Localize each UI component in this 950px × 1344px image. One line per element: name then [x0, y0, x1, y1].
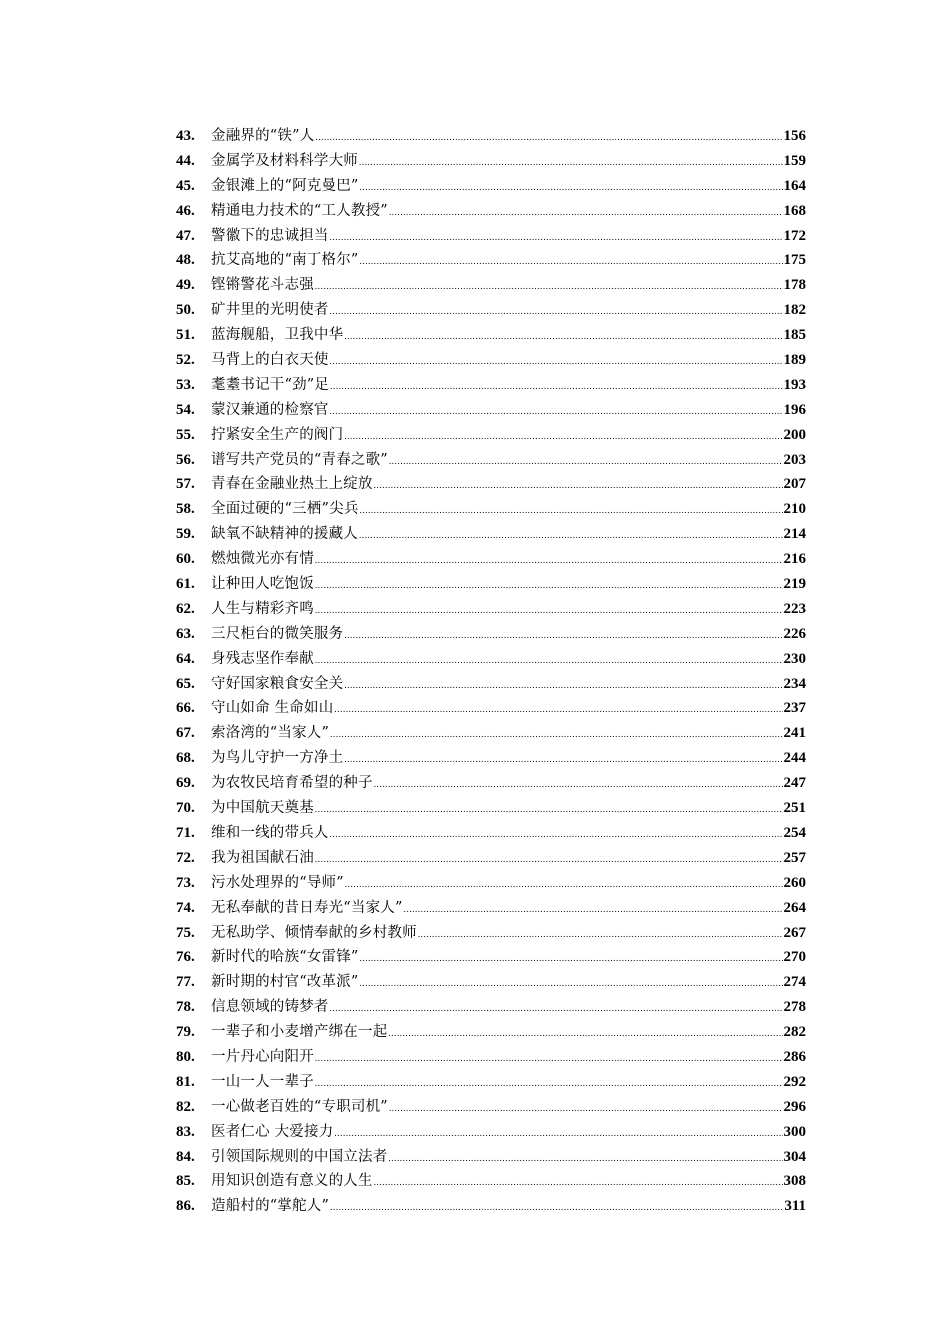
toc-entry-page-number[interactable]: 193	[783, 376, 806, 393]
toc-entry-title[interactable]: 新时代的哈族“女雷锋”	[211, 949, 359, 966]
toc-entry-title[interactable]: 一心做老百姓的“专职司机”	[211, 1098, 388, 1115]
toc-entry-page-number[interactable]: 292	[783, 1073, 806, 1090]
toc-entry-title[interactable]: 为农牧民培育希望的种子	[211, 775, 373, 792]
toc-entry-number: 76.	[176, 949, 195, 966]
toc-dot-leader	[315, 1046, 783, 1071]
toc-entry-title[interactable]: 缺氧不缺精神的援藏人	[211, 526, 358, 543]
toc-entry-title[interactable]: 无私助学、倾情奉献的乡村教师	[211, 924, 417, 941]
toc-dot-leader	[389, 1096, 783, 1121]
toc-entry[interactable]	[176, 721, 806, 746]
toc-entry-number: 69.	[176, 775, 195, 792]
toc-entry-page-number[interactable]: 296	[783, 1098, 806, 1115]
toc-entry[interactable]	[176, 124, 806, 149]
toc-entry[interactable]	[176, 547, 806, 572]
toc-entry-number: 62.	[176, 600, 195, 617]
toc-dot-leader	[330, 299, 783, 324]
toc-entry[interactable]	[176, 298, 806, 323]
toc-entry-title[interactable]: 守好国家粮食安全关	[211, 675, 344, 692]
toc-entry[interactable]	[176, 174, 806, 199]
toc-entry-page-number[interactable]: 267	[783, 924, 806, 941]
toc-entry-number: 80.	[176, 1048, 195, 1065]
toc-entry-page-number[interactable]: 300	[783, 1123, 806, 1140]
toc-entry-title[interactable]: 精通电力技术的“工人教授”	[211, 202, 388, 219]
toc-entry-number: 48.	[176, 252, 195, 269]
toc-entry-title[interactable]: 索洛湾的“当家人”	[211, 725, 330, 742]
toc-entry-page-number[interactable]: 175	[783, 252, 806, 269]
toc-entry-number: 50.	[176, 302, 195, 319]
toc-entry-number: 85.	[176, 1173, 195, 1190]
toc-entry-number: 46.	[176, 202, 195, 219]
toc-entry-number: 54.	[176, 401, 195, 418]
toc-entry-title[interactable]: 全面过硬的“三栖”尖兵	[211, 501, 359, 518]
toc-entry-page-number[interactable]: 234	[783, 675, 806, 692]
toc-entry-page-number[interactable]: 270	[783, 949, 806, 966]
toc-entry-number: 43.	[176, 128, 195, 144]
toc-entry-title[interactable]: 无私奉献的昔日寿光“当家人”	[211, 899, 403, 916]
toc-entry[interactable]	[176, 647, 806, 672]
toc-entry[interactable]	[176, 771, 806, 796]
toc-entry-number: 59.	[176, 526, 195, 543]
toc-dot-leader	[330, 349, 783, 374]
toc-entry[interactable]	[176, 622, 806, 647]
toc-entry-number: 47.	[176, 227, 195, 244]
toc-entry-number: 82.	[176, 1098, 195, 1115]
toc-entry-number: 52.	[176, 352, 195, 369]
toc-entry[interactable]	[176, 497, 806, 522]
toc-entry-title[interactable]: 新时期的村官“改革派”	[211, 974, 359, 991]
toc-dot-leader	[374, 772, 783, 797]
toc-entry-page-number[interactable]: 244	[783, 750, 806, 767]
toc-entry[interactable]	[176, 696, 806, 721]
toc-entry-number: 60.	[176, 551, 195, 568]
toc-dot-leader	[334, 697, 782, 722]
toc-entry-page-number[interactable]: 230	[783, 650, 806, 667]
toc-entry-page-number[interactable]: 278	[783, 999, 806, 1016]
table-of-contents	[176, 124, 806, 1219]
toc-entry[interactable]	[176, 448, 806, 473]
toc-dot-leader	[330, 722, 782, 747]
toc-entry-page-number[interactable]: 210	[783, 501, 806, 518]
toc-entry[interactable]	[176, 796, 806, 821]
toc-entry-page-number[interactable]: 308	[783, 1173, 806, 1190]
toc-entry-page-number[interactable]: 172	[783, 227, 806, 244]
toc-entry[interactable]	[176, 472, 806, 497]
toc-entry-title[interactable]: 一片丹心向阳开	[211, 1048, 314, 1065]
toc-entry[interactable]	[176, 921, 806, 946]
toc-entry-page-number[interactable]: 241	[783, 725, 806, 742]
toc-entry[interactable]	[176, 995, 806, 1020]
toc-dot-leader	[374, 1170, 783, 1195]
toc-dot-leader	[344, 424, 782, 449]
toc-entry[interactable]	[176, 871, 806, 896]
toc-dot-leader	[315, 573, 783, 598]
toc-dot-leader	[360, 971, 783, 996]
toc-entry[interactable]	[176, 149, 806, 174]
toc-entry-page-number[interactable]: 203	[783, 451, 806, 468]
toc-entry-number: 81.	[176, 1073, 195, 1090]
toc-entry[interactable]	[176, 1145, 806, 1170]
toc-entry[interactable]	[176, 970, 806, 995]
toc-entry[interactable]	[176, 1194, 806, 1219]
toc-entry[interactable]	[176, 597, 806, 622]
toc-entry-page-number[interactable]: 200	[783, 426, 806, 443]
toc-dot-leader	[389, 449, 783, 474]
toc-entry-title[interactable]: 铿锵警花斗志强	[211, 277, 314, 294]
toc-entry[interactable]	[176, 522, 806, 547]
toc-dot-leader	[404, 897, 783, 922]
toc-entry-page-number[interactable]: 260	[783, 874, 806, 891]
toc-entry-number: 45.	[176, 177, 195, 194]
toc-entry-number: 67.	[176, 725, 195, 742]
toc-entry-number: 44.	[176, 152, 195, 169]
toc-entry-number: 77.	[176, 974, 195, 991]
toc-entry-page-number[interactable]: 226	[783, 625, 806, 642]
toc-dot-leader	[360, 946, 783, 971]
toc-entry-number: 78.	[176, 999, 195, 1016]
toc-entry-number: 86.	[176, 1198, 195, 1215]
toc-dot-leader	[330, 996, 783, 1021]
toc-entry-page-number[interactable]: 168	[783, 202, 806, 219]
toc-entry-number: 64.	[176, 650, 195, 667]
toc-entry-title[interactable]: 用知识创造有意义的人生	[211, 1173, 373, 1190]
toc-dot-leader	[315, 847, 783, 872]
toc-dot-leader	[344, 673, 782, 698]
toc-entry-title[interactable]: 燃烛微光亦有情	[211, 551, 314, 568]
toc-dot-leader	[315, 598, 783, 623]
toc-entry[interactable]	[176, 821, 806, 846]
toc-entry-title[interactable]: 为中国航天奠基	[211, 800, 314, 817]
toc-dot-leader	[360, 498, 783, 523]
toc-entry-number: 66.	[176, 700, 195, 717]
toc-dot-leader	[315, 1071, 783, 1096]
toc-entry-page-number[interactable]: 223	[783, 600, 806, 617]
toc-entry[interactable]	[176, 896, 806, 921]
toc-entry[interactable]	[176, 199, 806, 224]
toc-dot-leader	[344, 324, 782, 349]
toc-entry-number: 53.	[176, 376, 195, 393]
toc-entry-title[interactable]: 造船村的“掌舵人”	[211, 1198, 330, 1215]
toc-entry-number: 72.	[176, 849, 195, 866]
toc-dot-leader	[315, 797, 783, 822]
toc-entry-number: 58.	[176, 501, 195, 518]
toc-entry-page-number[interactable]: 311	[784, 1198, 806, 1215]
toc-entry[interactable]	[176, 273, 806, 298]
toc-entry-page-number[interactable]: 304	[783, 1148, 806, 1165]
toc-dot-leader	[388, 1146, 782, 1171]
toc-entry-page-number[interactable]: 251	[783, 800, 806, 817]
toc-dot-leader	[330, 399, 783, 424]
toc-entry-number: 70.	[176, 800, 195, 817]
toc-dot-leader	[315, 548, 783, 573]
toc-dot-leader	[359, 523, 783, 548]
toc-entry-page-number[interactable]: 257	[783, 849, 806, 866]
toc-entry-title[interactable]: 人生与精彩齐鸣	[211, 600, 314, 617]
toc-entry-title[interactable]: 我为祖国献石油	[211, 849, 314, 866]
toc-entry-title[interactable]: 引领国际规则的中国立法者	[211, 1148, 388, 1165]
toc-dot-leader	[374, 473, 783, 498]
toc-entry-title[interactable]: 拧紧安全生产的阀门	[211, 426, 344, 443]
toc-entry-title[interactable]: 抗艾高地的“南丁格尔”	[211, 252, 359, 269]
toc-entry[interactable]	[176, 398, 806, 423]
toc-entry-title[interactable]: 蒙汉兼通的检察官	[211, 401, 329, 418]
toc-entry-title[interactable]: 金属学及材料科学大师	[211, 152, 358, 169]
toc-entry[interactable]	[176, 423, 806, 448]
toc-dot-leader	[330, 225, 783, 250]
toc-dot-leader	[334, 1121, 782, 1146]
toc-entry-title[interactable]: 三尺柜台的微笑服务	[211, 625, 344, 642]
toc-entry-number: 55.	[176, 426, 195, 443]
toc-entry-page-number[interactable]: 182	[783, 302, 806, 319]
toc-entry[interactable]	[176, 224, 806, 249]
toc-entry[interactable]	[176, 1070, 806, 1095]
toc-entry-page-number[interactable]: 247	[783, 775, 806, 792]
toc-entry-number: 61.	[176, 576, 195, 593]
toc-entry-page-number[interactable]: 156	[783, 128, 806, 144]
toc-dot-leader	[359, 150, 783, 175]
toc-dot-leader	[360, 249, 783, 274]
toc-entry-number: 51.	[176, 327, 195, 344]
toc-entry-number: 71.	[176, 824, 195, 841]
toc-entry-title[interactable]: 谱写共产党员的“青春之歌”	[211, 451, 388, 468]
toc-entry-number: 63.	[176, 625, 195, 642]
toc-entry-page-number[interactable]: 254	[783, 824, 806, 841]
toc-entry[interactable]	[176, 348, 806, 373]
toc-entry-title[interactable]: 身残志坚作奉献	[211, 650, 314, 667]
toc-dot-leader	[330, 1195, 783, 1220]
toc-entry[interactable]	[176, 746, 806, 771]
toc-entry[interactable]	[176, 1120, 806, 1145]
toc-entry-page-number[interactable]: 185	[783, 327, 806, 344]
toc-entry-title[interactable]: 医者仁心 大爱接力	[211, 1123, 334, 1140]
toc-entry-page-number[interactable]: 196	[783, 401, 806, 418]
toc-dot-leader	[315, 274, 783, 299]
toc-entry-number: 56.	[176, 451, 195, 468]
toc-entry-page-number[interactable]: 219	[783, 576, 806, 593]
toc-entry[interactable]	[176, 1045, 806, 1070]
toc-entry-title[interactable]: 耄耋书记干“劲”足	[211, 376, 330, 393]
toc-entry-page-number[interactable]: 207	[783, 476, 806, 493]
toc-dot-leader	[315, 125, 782, 150]
toc-dot-leader	[330, 822, 783, 847]
toc-entry-number: 84.	[176, 1148, 195, 1165]
toc-entry[interactable]	[176, 1095, 806, 1120]
toc-entry-title[interactable]: 守山如命 生命如山	[211, 700, 334, 717]
toc-entry-title[interactable]: 蓝海舰船，卫我中华	[211, 327, 344, 344]
toc-entry-number: 75.	[176, 924, 195, 941]
toc-entry-page-number[interactable]: 164	[783, 177, 806, 194]
toc-dot-leader	[315, 648, 783, 673]
toc-entry-page-number[interactable]: 159	[783, 152, 806, 169]
toc-entry-title[interactable]: 维和一线的带兵人	[211, 824, 329, 841]
toc-entry[interactable]	[176, 1020, 806, 1045]
toc-entry-page-number[interactable]: 214	[783, 526, 806, 543]
toc-entry-title[interactable]: 马背上的白衣天使	[211, 352, 329, 369]
toc-entry-title[interactable]: 一辈子和小麦增产绑在一起	[211, 1024, 388, 1041]
toc-dot-leader	[418, 922, 783, 947]
toc-entry-title[interactable]: 矿井里的光明使者	[211, 302, 329, 319]
toc-entry-number: 83.	[176, 1123, 195, 1140]
toc-entry-number: 65.	[176, 675, 195, 692]
toc-entry-number: 49.	[176, 277, 195, 294]
toc-entry-title[interactable]: 警徽下的忠诚担当	[211, 227, 329, 244]
toc-dot-leader	[388, 1021, 782, 1046]
toc-entry-number: 57.	[176, 476, 195, 493]
toc-entry[interactable]	[176, 846, 806, 871]
toc-entry-title[interactable]: 让种田人吃饱饭	[211, 576, 314, 593]
toc-dot-leader	[344, 747, 782, 772]
toc-dot-leader	[345, 872, 783, 897]
toc-entry-number: 74.	[176, 899, 195, 916]
toc-entry-page-number[interactable]: 216	[783, 551, 806, 568]
toc-entry-title[interactable]: 一山一人一辈子	[211, 1073, 314, 1090]
toc-entry-page-number[interactable]: 264	[783, 899, 806, 916]
toc-entry[interactable]	[176, 672, 806, 697]
toc-entry-page-number[interactable]: 274	[783, 974, 806, 991]
toc-entry-page-number[interactable]: 237	[783, 700, 806, 717]
toc-entry-title[interactable]: 金融界的“铁”人	[211, 128, 315, 144]
toc-entry[interactable]	[176, 373, 806, 398]
toc-entry-number: 79.	[176, 1024, 195, 1041]
toc-entry-title[interactable]: 金银滩上的“阿克曼巴”	[211, 177, 359, 194]
toc-dot-leader	[344, 623, 782, 648]
toc-entry-title[interactable]: 信息领域的铸梦者	[211, 999, 329, 1016]
toc-entry-title[interactable]: 为鸟儿守护一方净土	[211, 750, 344, 767]
toc-entry-number: 68.	[176, 750, 195, 767]
toc-dot-leader	[389, 200, 783, 225]
toc-entry-number: 73.	[176, 874, 195, 891]
toc-entry-title[interactable]: 青春在金融业热土上绽放	[211, 476, 373, 493]
toc-entry-page-number[interactable]: 178	[783, 277, 806, 294]
toc-entry[interactable]	[176, 1169, 806, 1194]
toc-entry[interactable]	[176, 248, 806, 273]
toc-entry[interactable]	[176, 323, 806, 348]
toc-dot-leader	[330, 374, 782, 399]
toc-entry-title[interactable]: 污水处理界的“导师”	[211, 874, 344, 891]
toc-entry-page-number[interactable]: 189	[783, 352, 806, 369]
toc-entry[interactable]	[176, 945, 806, 970]
toc-entry-page-number[interactable]: 282	[783, 1024, 806, 1041]
toc-entry[interactable]	[176, 572, 806, 597]
toc-entry-page-number[interactable]: 286	[783, 1048, 806, 1065]
toc-dot-leader	[360, 175, 783, 200]
